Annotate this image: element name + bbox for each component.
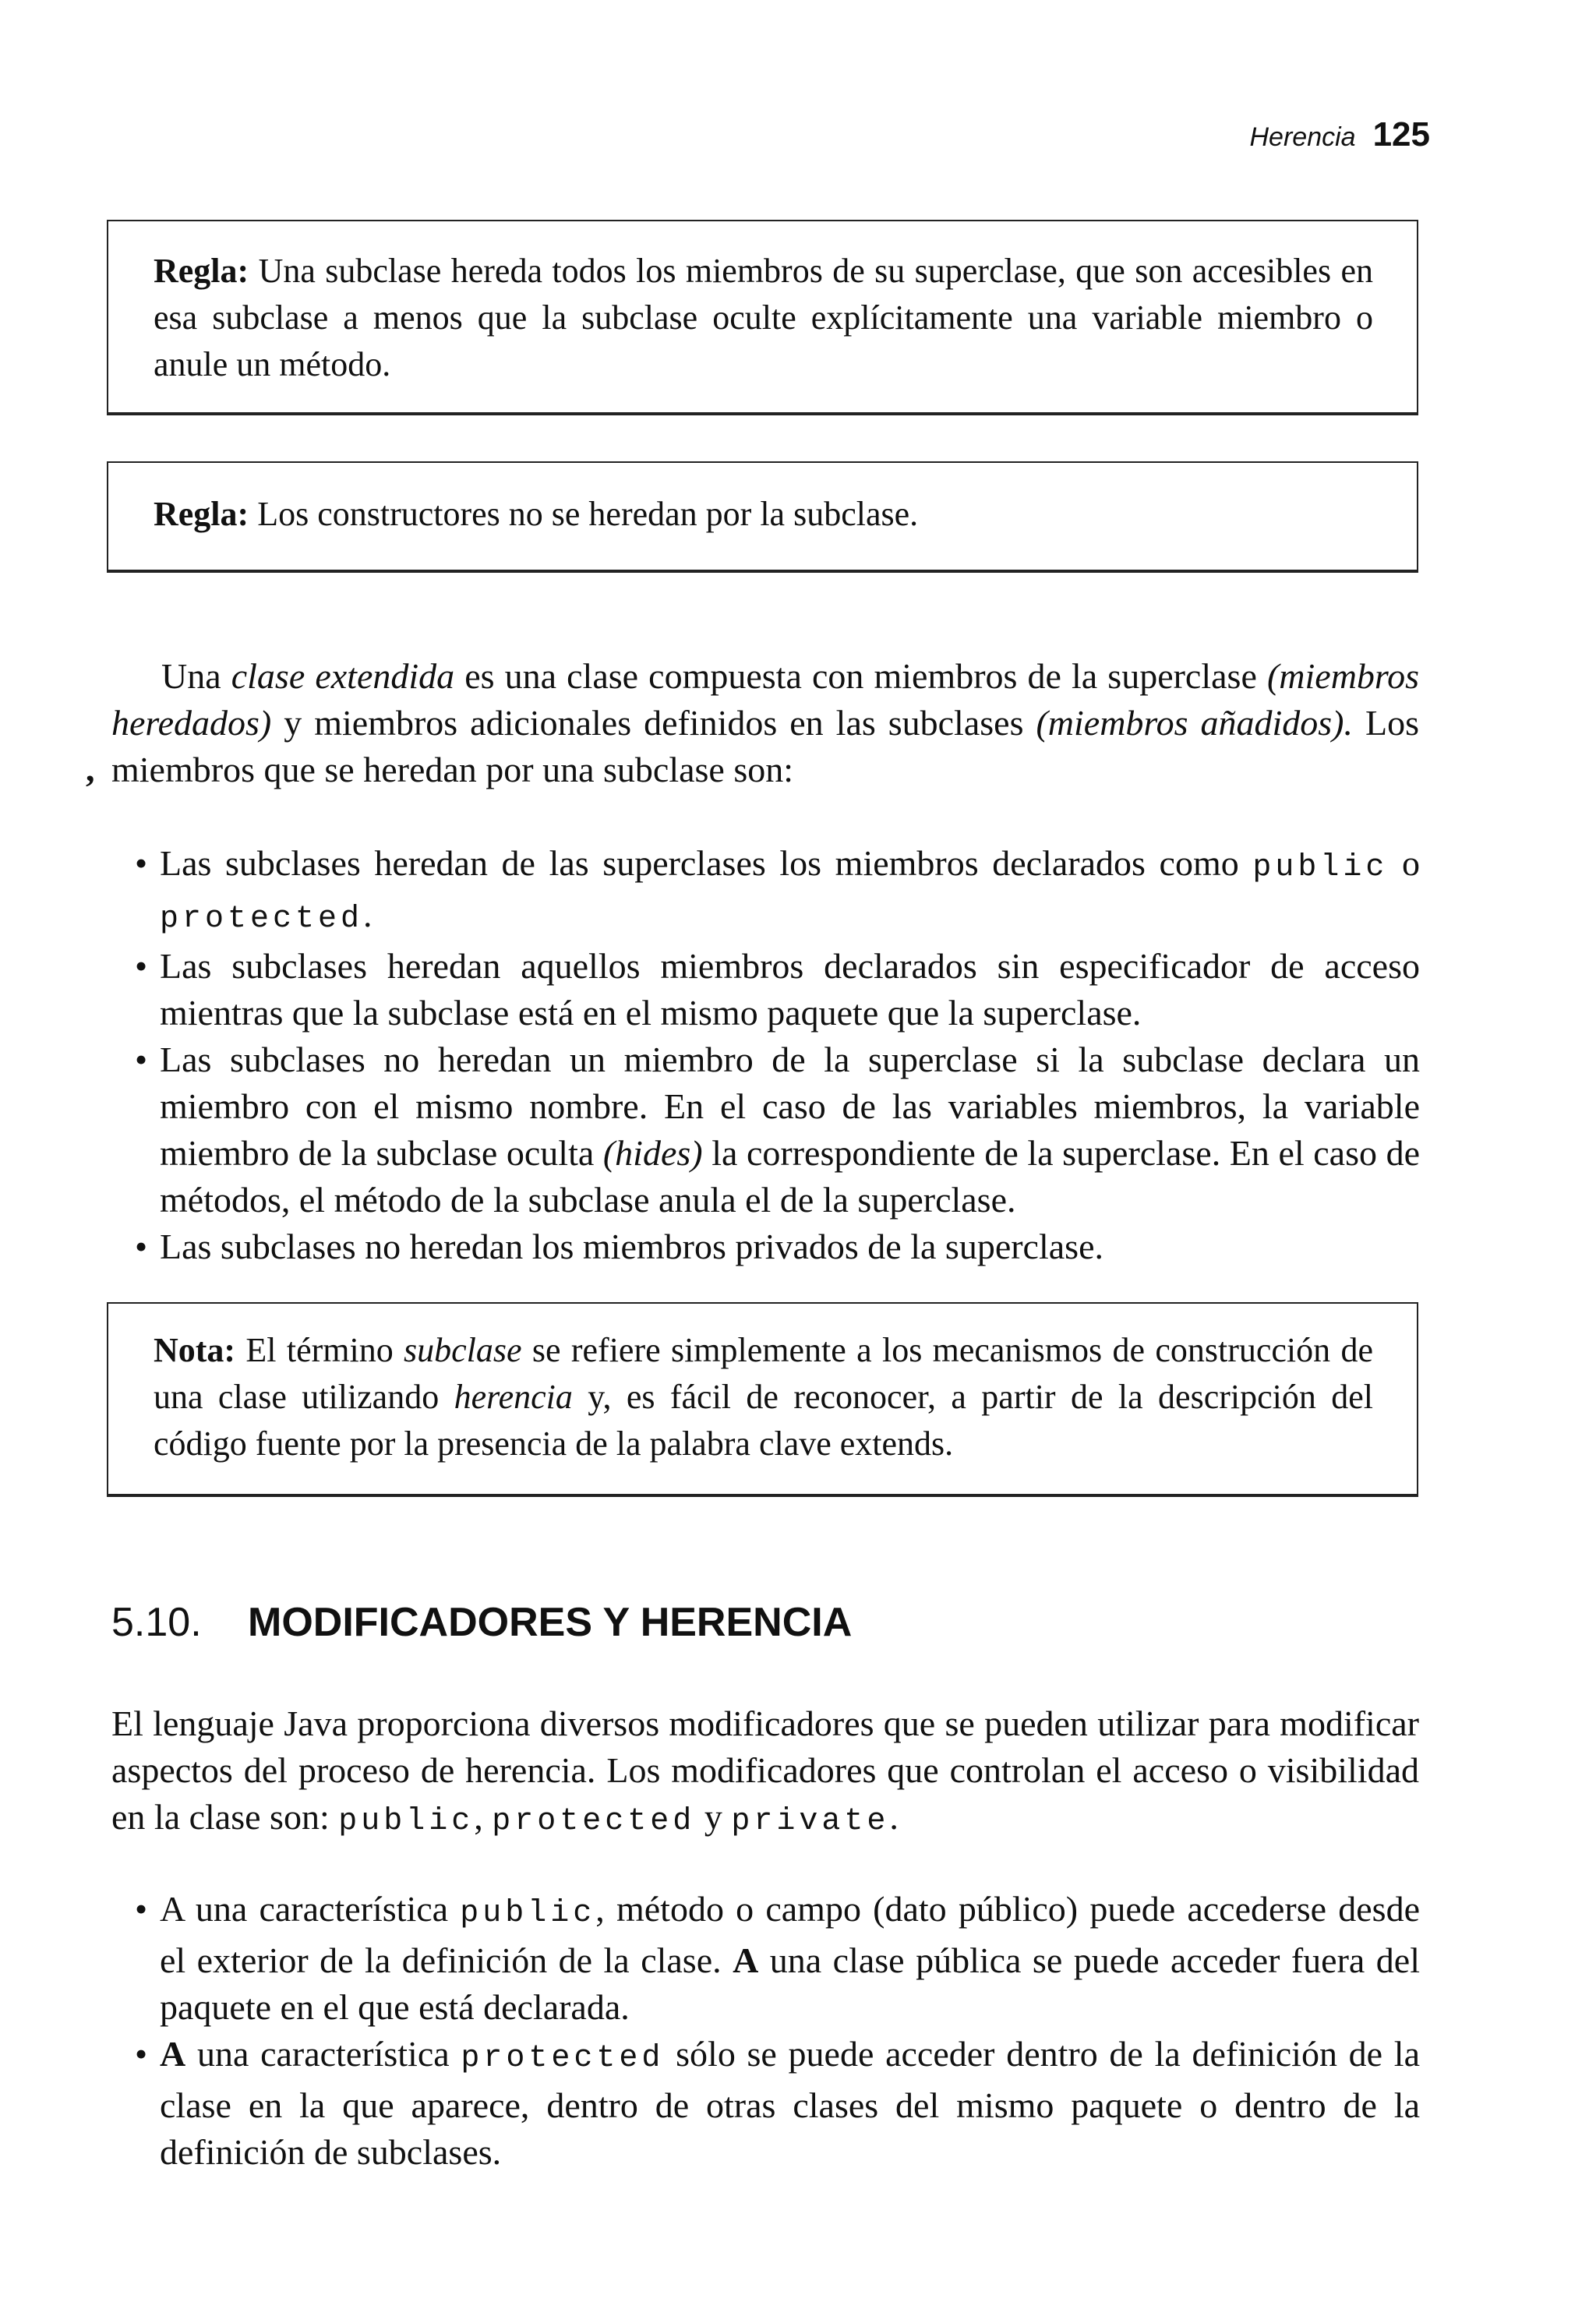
rule-text: Una subclase hereda todos los miembros de su superclase, que son accesibles en esa subclase a menos que la subclase oculte explícitamente una variable miembro o anule un método. bbox=[154, 252, 1373, 383]
text-run: Las subclases no heredan un miembro de la superclase si la subclase declara un miembro con el mismo nombre. En el caso de las variables miembros, la variable miembro de la subclase oculta bbox=[160, 1040, 1420, 1173]
list-item bbox=[135, 943, 1420, 1036]
bullet-icon: • bbox=[135, 1040, 148, 1079]
text-run: Las subclases no heredan los miembros privados de la superclase. bbox=[160, 1227, 1103, 1266]
bullet-icon: • bbox=[135, 843, 148, 883]
rule-label: Regla: bbox=[154, 495, 249, 533]
italic-term: (hides) bbox=[602, 1133, 703, 1173]
modifiers-bullet-list bbox=[135, 1886, 1420, 2176]
rule-box-inheritance bbox=[107, 220, 1418, 415]
italic-term: clase extendida bbox=[231, 656, 455, 696]
italic-term: (miembros añadidos). bbox=[1036, 703, 1354, 743]
note-box-subclass bbox=[107, 1302, 1418, 1497]
text-run: Una bbox=[161, 656, 231, 696]
bullet-icon: • bbox=[135, 946, 148, 986]
text-run: una característica bbox=[185, 2034, 461, 2074]
paragraph-modifiers bbox=[111, 1700, 1419, 1845]
text-run: Las subclases heredan aquellos miembros declarados sin especificador de acceso mientras que la subclase está en el mismo paquete que la superclase. bbox=[160, 946, 1420, 1033]
italic-term: (miembros heredados) bbox=[111, 656, 1420, 743]
text-run: y miembros adicionales definidos en las subclases bbox=[271, 703, 1036, 743]
paragraph-extended-class bbox=[111, 653, 1419, 793]
code-keyword: private bbox=[731, 1804, 890, 1839]
section-heading bbox=[111, 1598, 852, 1647]
text-run: , método o campo (dato público) puede accederse desde el exterior de la definición de la clase. bbox=[160, 1889, 1420, 1980]
list-item bbox=[135, 1886, 1420, 2031]
list-item bbox=[135, 2031, 1420, 2176]
text-run: y, es fácil de reconocer, a partir de la descripción del código fuente por la presencia de la palabra clave extends. bbox=[154, 1378, 1373, 1463]
note-label: Nota: bbox=[154, 1331, 236, 1369]
code-keyword: public bbox=[1252, 850, 1389, 885]
margin-mark: , bbox=[86, 749, 95, 789]
text-run: es una clase compuesta con miembros de la superclase bbox=[454, 656, 1267, 696]
text-run: A una característica bbox=[160, 1889, 461, 1929]
page-number: 125 bbox=[1372, 115, 1430, 154]
section-title: MODIFICADORES Y HERENCIA bbox=[248, 1600, 853, 1645]
note-box-text bbox=[154, 1327, 1373, 1467]
rule-text: Los constructores no se heredan por la subclase. bbox=[249, 495, 919, 533]
text-run: y bbox=[695, 1797, 732, 1837]
italic-term: herencia bbox=[454, 1378, 573, 1416]
text-run: Los miembros que se heredan por una subclase son: bbox=[111, 703, 1419, 789]
bullet-icon: • bbox=[135, 1889, 148, 1929]
bullet-icon: • bbox=[135, 2034, 148, 2074]
bullet-icon: • bbox=[135, 1227, 148, 1266]
text-run: Las subclases heredan de las superclases los miembros declarados como bbox=[160, 843, 1253, 883]
rule-label: Regla: bbox=[154, 252, 249, 290]
text-run: . bbox=[363, 895, 373, 934]
text-run: se refiere simplemente a los mecanismos de construcción de una clase utilizando bbox=[154, 1331, 1373, 1416]
rule-box-text bbox=[154, 491, 1373, 538]
text-run: o bbox=[1388, 843, 1421, 883]
text-run: , bbox=[474, 1797, 493, 1837]
text-run: El término bbox=[235, 1331, 404, 1369]
italic-term: subclase bbox=[404, 1331, 522, 1369]
list-item bbox=[135, 1223, 1420, 1270]
code-keyword: public bbox=[460, 1896, 596, 1931]
text-run: El lenguaje Java proporciona diversos modificadores que se pueden utilizar para modificar aspectos del proceso de herencia. Los modificadores que controlan el acceso o visibilidad en la clase son: bbox=[111, 1703, 1419, 1837]
text-run: la correspondiente de la superclase. En el caso de métodos, el método de la subclase anula el de la superclase. bbox=[160, 1133, 1420, 1220]
text-run: . bbox=[889, 1797, 899, 1837]
bold-letter: A bbox=[733, 1940, 759, 1980]
text-run: una clase pública se puede acceder fuera del paquete en el que está declarada. bbox=[160, 1940, 1420, 2027]
code-keyword: protected bbox=[461, 2041, 665, 2076]
bold-letter: A bbox=[160, 2034, 186, 2074]
text-run: sólo se puede acceder dentro de la definición de la clase en la que aparece, dentro de otras clases del mismo paquete o dentro de la definición de subclases. bbox=[160, 2034, 1420, 2172]
rule-box-constructors bbox=[107, 461, 1418, 573]
running-header bbox=[857, 115, 1430, 154]
list-item bbox=[135, 1036, 1420, 1223]
code-keyword: protected bbox=[160, 902, 364, 937]
inheritance-bullet-list bbox=[135, 840, 1421, 1270]
rule-box-text bbox=[154, 248, 1373, 388]
section-number: 5.10. bbox=[111, 1600, 202, 1645]
code-keyword: protected bbox=[492, 1804, 696, 1839]
code-keyword: public bbox=[338, 1804, 475, 1839]
header-title: Herencia bbox=[1249, 122, 1356, 152]
list-item bbox=[135, 840, 1421, 943]
